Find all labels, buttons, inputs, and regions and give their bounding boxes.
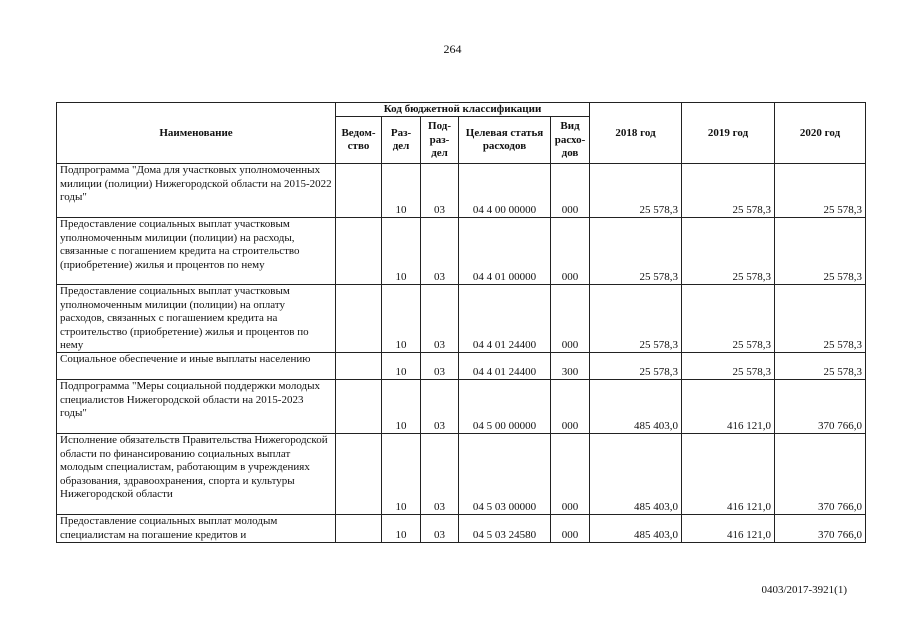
row-razdel: 10 <box>382 218 421 285</box>
row-podrazdel: 03 <box>421 218 459 285</box>
row-amount-2018: 25 578,3 <box>590 218 682 285</box>
row-vedomstvo <box>336 218 382 285</box>
table-row <box>57 353 866 380</box>
row-amount-2020: 370 766,0 <box>775 515 866 543</box>
row-amount-2019: 25 578,3 <box>682 353 775 380</box>
row-vedomstvo <box>336 164 382 218</box>
row-amount-2018: 25 578,3 <box>590 353 682 380</box>
row-vedomstvo <box>336 434 382 515</box>
table-row <box>57 380 866 434</box>
row-amount-2018: 25 578,3 <box>590 285 682 353</box>
row-vid-rashodov: 300 <box>551 353 590 380</box>
row-name: Подпрограмма "Дома для участковых уполномоченных милиции (полиции) Нижегородской области на 2015-2022 годы" <box>57 164 336 218</box>
row-razdel: 10 <box>382 164 421 218</box>
document-code: 0403/2017-3921(1) <box>761 584 847 596</box>
row-amount-2019: 25 578,3 <box>682 218 775 285</box>
row-name: Предоставление социальных выплат молодым специалистам на погашение кредитов и <box>57 515 336 543</box>
header-classification-group: Код бюджетной классификации <box>336 103 590 117</box>
row-vid-rashodov: 000 <box>551 515 590 543</box>
row-name: Исполнение обязательств Правительства Нижегородской области по финансированию социальных выплат молодым специалистам, работающим в учреждениях образования, здравоохранения, спорта и культуры Нижегородской области <box>57 434 336 515</box>
row-amount-2020: 25 578,3 <box>775 285 866 353</box>
header-celevaya-statya: Целевая статья расходов <box>459 117 551 164</box>
row-amount-2020: 25 578,3 <box>775 353 866 380</box>
row-celevaya-statya: 04 5 00 00000 <box>459 380 551 434</box>
row-amount-2019: 416 121,0 <box>682 380 775 434</box>
table-row <box>57 164 866 218</box>
table-row <box>57 285 866 353</box>
row-podrazdel: 03 <box>421 434 459 515</box>
row-amount-2019: 25 578,3 <box>682 285 775 353</box>
header-podrazdel: Под-раз-дел <box>421 117 459 164</box>
row-vedomstvo <box>336 285 382 353</box>
row-amount-2018: 485 403,0 <box>590 434 682 515</box>
table-body <box>57 164 866 543</box>
table-header <box>57 103 866 164</box>
row-vid-rashodov: 000 <box>551 380 590 434</box>
table-row <box>57 434 866 515</box>
row-vedomstvo <box>336 515 382 543</box>
header-2019: 2019 год <box>682 103 775 164</box>
row-celevaya-statya: 04 4 01 24400 <box>459 285 551 353</box>
row-vedomstvo <box>336 353 382 380</box>
header-2018: 2018 год <box>590 103 682 164</box>
row-vid-rashodov: 000 <box>551 285 590 353</box>
row-amount-2019: 416 121,0 <box>682 434 775 515</box>
row-celevaya-statya: 04 4 01 24400 <box>459 353 551 380</box>
row-vid-rashodov: 000 <box>551 434 590 515</box>
row-vid-rashodov: 000 <box>551 218 590 285</box>
row-podrazdel: 03 <box>421 285 459 353</box>
row-vedomstvo <box>336 380 382 434</box>
row-razdel: 10 <box>382 380 421 434</box>
header-vid-rashodov: Вид расхо-дов <box>551 117 590 164</box>
header-vedomstvo: Ведом-ство <box>336 117 382 164</box>
row-razdel: 10 <box>382 515 421 543</box>
row-celevaya-statya: 04 5 03 24580 <box>459 515 551 543</box>
row-name: Подпрограмма "Меры социальной поддержки молодых специалистов Нижегородской области на 2015-2023 годы" <box>57 380 336 434</box>
row-amount-2018: 485 403,0 <box>590 515 682 543</box>
header-2020: 2020 год <box>775 103 866 164</box>
row-amount-2018: 485 403,0 <box>590 380 682 434</box>
row-name: Социальное обеспечение и иные выплаты населению <box>57 353 336 380</box>
row-vid-rashodov: 000 <box>551 164 590 218</box>
row-amount-2020: 25 578,3 <box>775 164 866 218</box>
budget-table <box>56 102 866 543</box>
row-podrazdel: 03 <box>421 515 459 543</box>
row-amount-2018: 25 578,3 <box>590 164 682 218</box>
row-amount-2020: 370 766,0 <box>775 380 866 434</box>
table-row <box>57 218 866 285</box>
row-razdel: 10 <box>382 285 421 353</box>
row-amount-2020: 25 578,3 <box>775 218 866 285</box>
row-name: Предоставление социальных выплат участковым уполномоченным милиции (полиции) на оплату расходов, связанных с погашением кредита на строительство (приобретение) жилья и процентов по нему <box>57 285 336 353</box>
table-row <box>57 515 866 543</box>
row-podrazdel: 03 <box>421 164 459 218</box>
row-podrazdel: 03 <box>421 353 459 380</box>
row-name: Предоставление социальных выплат участковым уполномоченным милиции (полиции) на расходы, связанные с погашением кредита на строительство (приобретение) жилья и процентов по нему <box>57 218 336 285</box>
page-number: 264 <box>443 42 462 56</box>
header-razdel: Раз-дел <box>382 117 421 164</box>
row-amount-2020: 370 766,0 <box>775 434 866 515</box>
header-name: Наименование <box>57 103 336 164</box>
row-celevaya-statya: 04 4 01 00000 <box>459 218 551 285</box>
row-podrazdel: 03 <box>421 380 459 434</box>
row-razdel: 10 <box>382 353 421 380</box>
row-celevaya-statya: 04 4 00 00000 <box>459 164 551 218</box>
row-amount-2019: 416 121,0 <box>682 515 775 543</box>
row-celevaya-statya: 04 5 03 00000 <box>459 434 551 515</box>
row-razdel: 10 <box>382 434 421 515</box>
row-amount-2019: 25 578,3 <box>682 164 775 218</box>
